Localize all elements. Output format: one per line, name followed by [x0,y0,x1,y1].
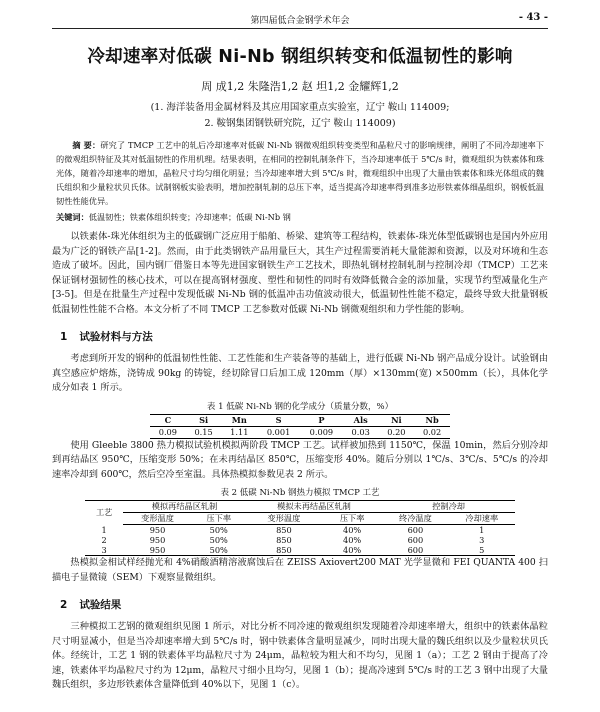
table-2-cell: 50% [209,535,228,545]
table-2-cell: 5 [449,545,515,556]
table-1-cell: 0.20 [387,427,406,437]
table-1-header: Si [199,415,209,425]
table-1-cell: 0.02 [423,427,442,437]
table-1-header: Mn [231,415,247,425]
table-2-cell: 600 [382,545,448,556]
affiliation-2: 2. 鞍钢集团钢铁研究院，辽宁 鞍山 114009) [204,118,396,129]
table-2-cooling-header: 控制冷却 [382,501,515,513]
table-2-cell: 2 [101,535,107,545]
abstract-text: 研究了 TMCP 工艺中的轧后冷却速率对低碳 Ni-Nb 钢微观组织转变类型和晶粒尺寸的影响规律，阐明了不同冷却速率下的微观组织特征及其对低温韧性的作用机理。结果表明，在相同的控制轧制条件下，当冷却速率低于 5℃/s 时，微观组织为铁素体和珠光体，随着冷却速率的增加，晶粒尺寸均匀细化明显；当冷却速率增大到 5℃/s 时，微观组织中出现了大量由铁素体和珠光体组成的魏氏组织和少量粒状贝氏体。试制钢板实验表明，增加控制轧制的总压下率，适当提高冷却速率得到准多边形铁素体细晶组织，钢板低温韧性性能优异。 [56,140,545,206]
table-2-cell: 50% [192,545,246,556]
section-1-title: 试验材料与方法 [79,331,153,343]
section-2-heading [60,597,548,612]
intro-paragraph: 以铁素体-珠光体组织为主的低碳钢广泛应用于船舶、桥梁、建筑等工程结构，铁素体-珠光体型低碳钢也是国内外应用最为广泛的钢铁产品[1-2]。然而，由于此类钢铁产品用量巨大，其生产过程需要消耗大量能源和资源，以及对环境和生态造成了破坏。因此，国内钢厂借鉴日本等先进国家钢铁生产工艺技术，即热轧钢材控制轧制与控制冷却（TMCP）工艺来保证钢材强韧性的核心技术，可以在提高钢材强度、塑性和韧性的同时有效降低微合金的添加量，实现节约型减量化生产[3-5]。但是在批量生产过程中发现低碳 Ni-Nb 钢的低温冲击功值波动很大，低温韧性性能不稳定，最终导致大批量钢板低温韧性性能不合格。本文分析了不同 TMCP 工艺参数对低碳 Ni-Nb 钢微观组织和力学性能的影响。 [52,231,548,315]
table-2-cell: 50% [209,525,228,535]
table-2-cell: 850 [276,525,292,535]
table-1-cell: 0.15 [194,427,213,437]
table-2-cell: 1 [479,525,485,535]
table-2-cell: 600 [407,525,424,535]
table-1-header: Nb [425,415,439,425]
table-1-header: Ni [391,415,402,425]
table-2-group-row [85,501,515,513]
section-1-paragraph-1: 考虑到所开发的钢种的低温韧性性能、工艺性能和生产装备等的基础上，进行低碳 Ni-Nb 钢产品成分设计。试验钢由真空感应炉熔炼，浇铸成 90kg 的铸锭，经切除冒口后加工成 120mm（厚）×130mm(宽) ×500mm（长），具体化学成分如表 1 所示。 [52,353,548,393]
keywords-label: 关键词： [56,212,89,222]
table-2-row [85,535,515,545]
table-1-cell: 0.03 [351,427,370,437]
table-2-process-header: 工艺 [95,507,113,518]
running-header [52,8,548,29]
abstract-label: 摘 要： [72,140,101,150]
table-2-cell: 1 [101,524,107,535]
section-1-number: 1 [60,331,68,343]
section-1-heading [60,329,548,344]
table-1-row [150,426,450,438]
section-2-title: 试验结果 [79,599,122,611]
table-1-cell: 0.09 [158,427,177,437]
table-2-cell: 950 [123,545,191,556]
keywords-text: 低温韧性；铁素体组织转变；冷却速率；低碳 Ni-Nb 钢 [88,212,291,222]
table-1-header: C [164,415,172,425]
table-2-caption: 表 2 低碳 Ni-Nb 钢热力模拟 TMCP 工艺 [220,488,380,498]
table-2-sub-header: 压下率 [322,513,382,525]
section-1-paragraph-3: 热模拟金相试样经抛光和 4%硝酸酒精溶液腐蚀后在 ZEISS Axiovert200 MAT 光学显微和 FEI QUANTA 400 扫描电子显微镜（SEM）下观察显微组织。 [52,557,548,583]
table-2-cell: 40% [343,535,362,545]
affiliation-1: (1. 海洋装备用金属材料及其应用国家重点实验室，辽宁 鞍山 114009; [150,102,450,113]
table-2-sub-header: 压下率 [192,513,246,525]
table-2-cell: 3 [85,545,123,556]
table-2-sub-header: 变形温度 [246,513,322,525]
table-2-cell: 950 [149,535,166,545]
keywords [56,210,544,224]
table-1-header: Als [353,415,368,425]
journal-name: 第四届低合金钢学术年会 [250,16,350,26]
author-list: 周 成1,2 朱隆浩1,2 赵 坦1,2 金耀辉1,2 [201,80,399,93]
page-number: - 43 - [518,12,548,23]
table-2-sub-header: 变形温度 [123,513,191,525]
paper-title: 冷却速率对低碳 Ni-Nb 钢组织转变和低温韧性的影响 [87,47,513,67]
table-1-caption: 表 1 低碳 Ni-Nb 钢的化学成分（质量分数，%） [206,401,394,412]
table-2-cell: 40% [343,525,362,535]
table-2-tmcp [85,500,515,556]
table-1-header: S [275,415,282,425]
table-2-cell: 850 [246,545,322,556]
section-1-paragraph-2: 使用 Gleeble 3800 热力模拟试验机模拟两阶段 TMCP 工艺。试样被加热到 1150℃，保温 10min，然后分别冷却到再结晶区 950℃，压缩变形 50%；在未再结晶区 850℃，压缩变形 40%。随后分别以 1℃/s、3℃/s、5℃/s 的冷却速率冷却到 600℃，然后空冷至室温。具体热模拟参数见表 2 所示。 [52,439,548,480]
table-2-sub-header: 冷却速率 [449,513,515,525]
abstract [56,138,544,208]
table-1-composition [150,414,450,439]
table-2-cell: 600 [407,535,424,545]
table-2-nonrecryst-header: 模拟未再结晶区轧制 [246,501,382,513]
table-2-cell: 950 [149,525,166,535]
table-1-cell: 0.009 [309,427,334,437]
table-2-cell: 850 [276,535,292,545]
table-2-row [85,525,515,536]
table-1-header: P [318,415,325,425]
table-1-header-row [150,414,450,426]
table-1-cell: 1.11 [230,427,249,437]
table-2-cell: 40% [322,545,382,556]
table-2-sub-header-row [85,513,515,525]
section-2-number: 2 [60,599,68,611]
table-2-sub-header: 终冷温度 [382,513,448,525]
table-2-row [85,545,515,556]
table-2-recryst-header: 模拟再结晶区轧制 [123,501,245,513]
section-2-paragraph-1: 三种模拟工艺钢的微观组织见图 1 所示，对比分析不同冷速的微观组织发现随着冷却速率增大，组织中的铁素体晶粒尺寸明显减小，但是当冷却速率增大到 5℃/s 时，钢中铁素体含量明显减少，同时出现大量的魏氏组织以及少量粒状贝氏体。经统计，工艺 1 钢的铁素体平均晶粒尺寸为 24μm，晶粒较为粗大和不均匀，见图 1（a）；工艺 2 钢由于提高了冷速，铁素体平均晶粒尺寸约为 12μm，晶粒尺寸细小且均匀，见图 1（b）；提高冷速到 5℃/s 时的工艺 3 钢中出现了大量魏氏组织，多边形铁素体含量降低到 40%以下，见图 1（c）。 [52,621,548,690]
table-1-cell: 0.001 [266,427,291,437]
table-2-cell: 3 [479,535,485,545]
